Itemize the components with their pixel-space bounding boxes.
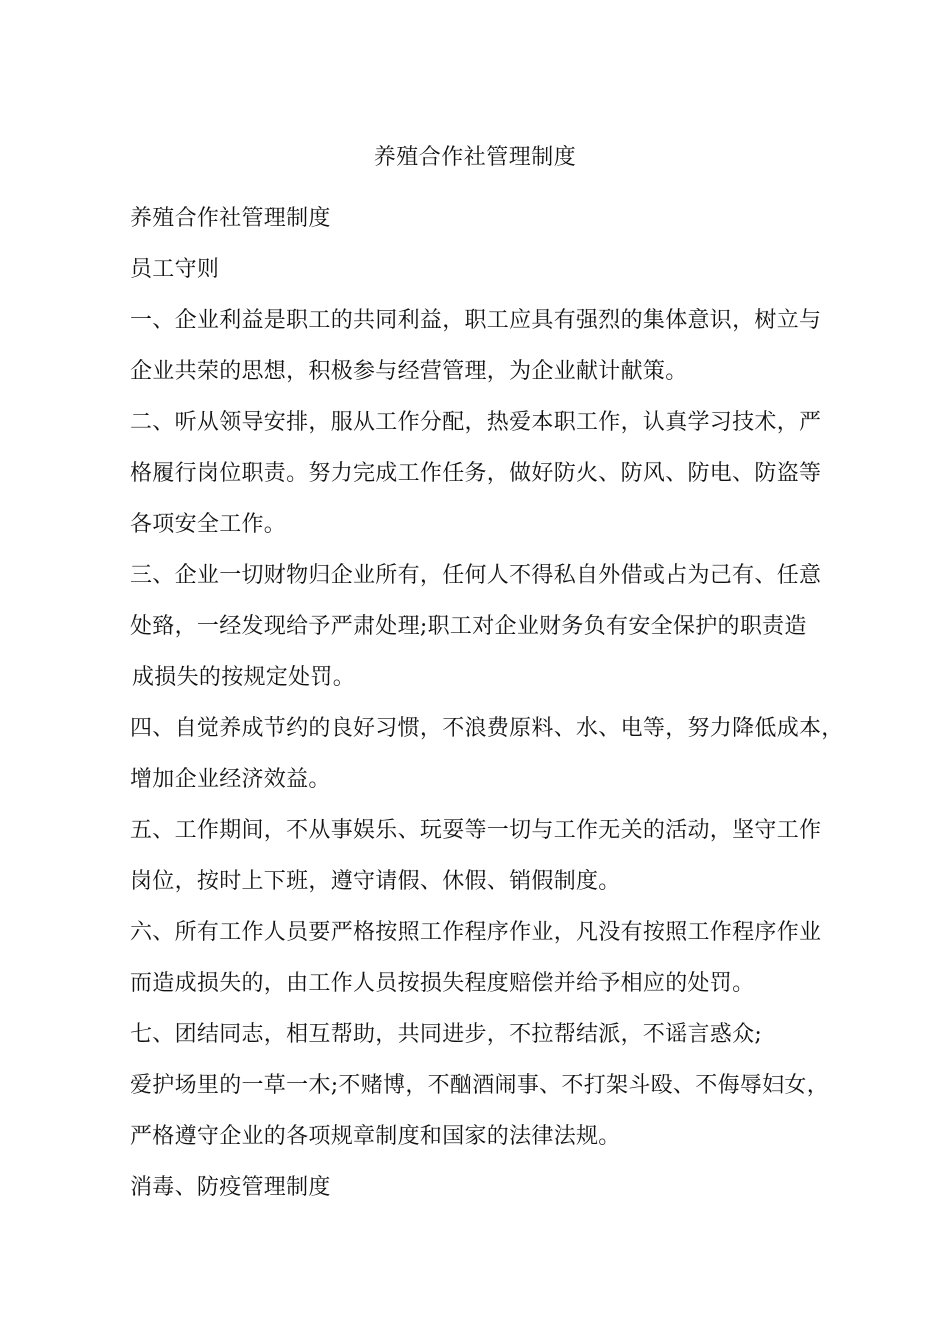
rule-2-line-3: 各项安全工作。 [130,512,287,537]
rule-7-line-2: 爱护场里的一草一木;不赌博，不酗酒闹事、不打架斗殴、不侮辱妇女， [130,1073,830,1098]
document-title: 养殖合作社管理制度 [373,145,577,170]
rule-7-line-3: 严格遵守企业的各项规章制度和国家的法律法规。 [130,1124,621,1149]
rule-3-line-2: 处臵，一经发现给予严肃处理;职工对企业财务负有安全保护的职责造 [130,614,807,639]
subtitle-line: 养殖合作社管理制度 [130,206,331,231]
section-heading-disinfection: 消毒、防疫管理制度 [130,1175,331,1200]
rule-5-line-1: 五、工作期间，不从事娱乐、玩耍等一切与工作无关的活动，坚守工作 [130,818,822,843]
rule-3-line-1: 三、企业一切财物归企业所有，任何人不得私自外借或占为己有、任意 [130,563,822,588]
rule-6-line-2: 而造成损失的，由工作人员按损失程度赔偿并给予相应的处罚。 [130,971,755,996]
section-heading-employee-rules: 员工守则 [130,257,220,282]
document-body [130,193,850,1213]
rule-1-line-2: 企业共荣的思想，积极参与经营管理，为企业献计献策。 [130,359,688,384]
rule-7-line-1: 七、团结同志，相互帮助，共同进步，不拉帮结派，不谣言惑众; [130,1022,763,1047]
rule-2-line-1: 二、听从领导安排，服从工作分配，热爱本职工作，认真学习技术，严 [130,410,822,435]
rule-4-line-1: 四、自觉养成节约的良好习惯，不浪费原料、水、电等，努力降低成本， [130,716,844,741]
rule-4-line-2: 增加企业经济效益。 [130,767,331,792]
rule-6-line-1: 六、所有工作人员要严格按照工作程序作业，凡没有按照工作程序作业 [130,920,822,945]
rule-1-line-1: 一、企业利益是职工的共同利益，职工应具有强烈的集体意识，树立与 [130,308,822,333]
rule-2-line-2: 格履行岗位职责。努力完成工作任务，做好防火、防风、防电、防盗等 [130,461,822,486]
rule-3-line-3: 成损失的按规定处罚。 [132,665,356,690]
rule-5-line-2: 岗位，按时上下班，遵守请假、休假、销假制度。 [130,869,621,894]
